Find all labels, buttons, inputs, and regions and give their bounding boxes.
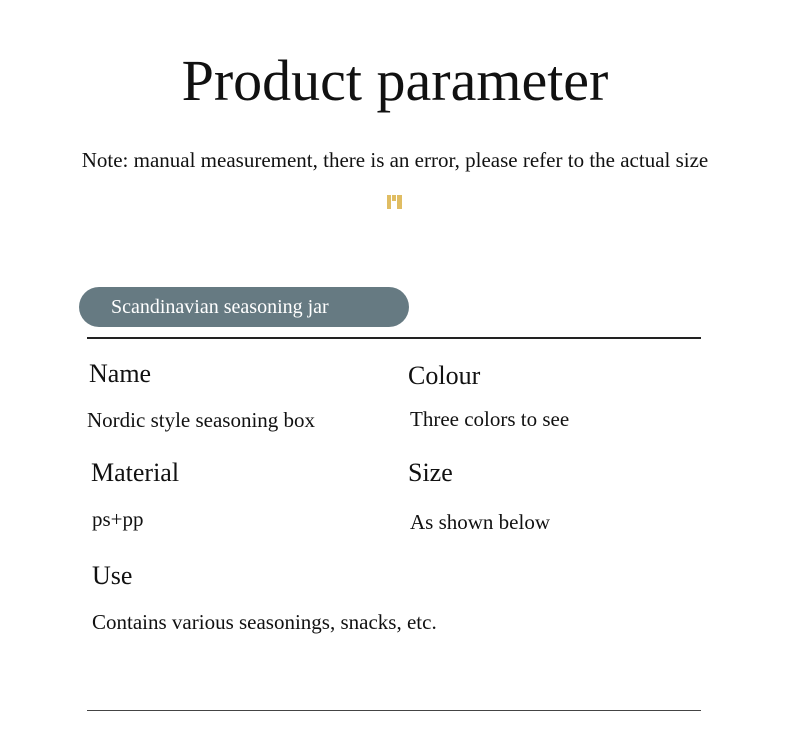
material-label: Material <box>91 458 180 487</box>
colour-value: Three colors to see <box>410 407 570 431</box>
measurement-note: Note: manual measurement, there is an error, please refer to the actual size <box>81 148 709 172</box>
use-label: Use <box>92 561 133 590</box>
size-value: As shown below <box>410 510 550 534</box>
name-label: Name <box>89 359 152 388</box>
material-value: ps+pp <box>92 507 144 531</box>
use-value: Contains various seasonings, snacks, etc. <box>92 610 437 634</box>
size-label: Size <box>408 458 453 487</box>
bottom-divider <box>87 710 701 711</box>
colour-label: Colour <box>408 361 481 390</box>
name-value: Nordic style seasoning box <box>87 408 316 432</box>
product-name-badge: Scandinavian seasoning jar <box>79 287 409 327</box>
decorative-mark-icon <box>387 195 403 209</box>
top-divider <box>87 337 701 339</box>
page-title: Product parameter <box>181 48 609 113</box>
